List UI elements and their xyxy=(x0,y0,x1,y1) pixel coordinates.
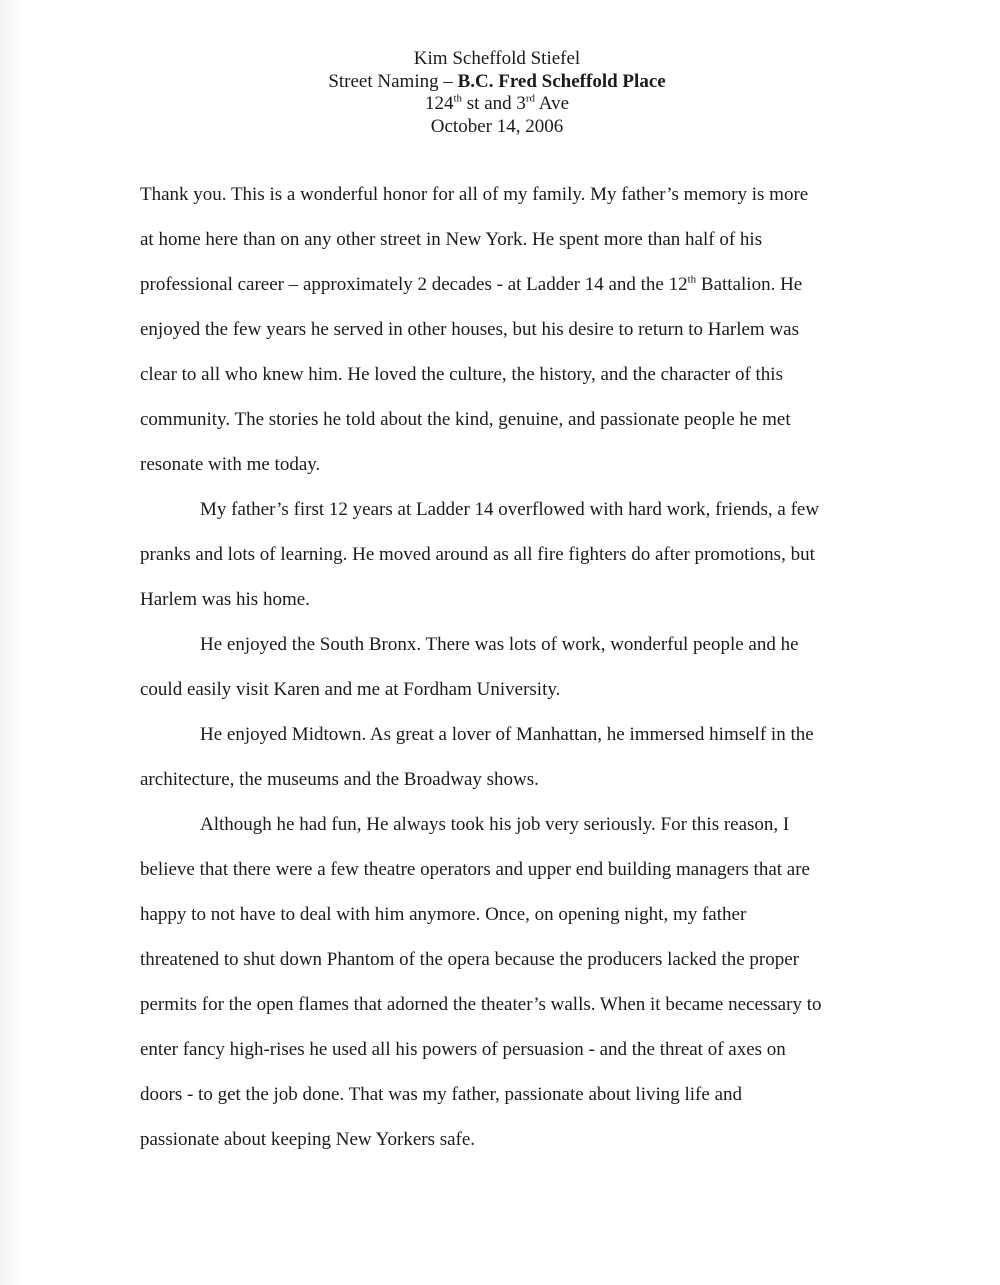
paragraph-line: Harlem was his home. xyxy=(140,589,310,610)
paragraph-4 xyxy=(140,712,860,802)
street-naming-line xyxy=(0,71,994,94)
document-header xyxy=(0,48,994,138)
paragraph-1 xyxy=(140,172,860,487)
ordinal-suffix: th xyxy=(687,273,697,286)
paragraph-line: clear to all who knew him. He loved the culture, the history, and the character of this xyxy=(140,364,783,385)
paragraph-line: resonate with me today. xyxy=(140,454,321,475)
paragraph-line: threatened to shut down Phantom of the opera because the producers lacked the proper xyxy=(140,949,799,970)
speech-date: October 14, 2006 xyxy=(430,115,564,137)
paragraph-line: at home here than on any other street in New York. He spent more than half of his xyxy=(140,229,763,250)
paragraph-3 xyxy=(140,622,860,712)
paragraph-line: enter fancy high-rises he used all his powers of persuasion - and the threat of axes on xyxy=(140,1039,786,1060)
paragraph-5 xyxy=(140,802,860,1162)
line-segment: professional career – approximately 2 decades - at Ladder 14 and the 12 xyxy=(140,274,688,295)
paragraph-line: pranks and lots of learning. He moved around as all fire fighters do after promotions, but xyxy=(140,544,815,565)
speech-body xyxy=(140,172,860,1162)
paragraph-line: He enjoyed the South Bronx. There was lots of work, wonderful people and he xyxy=(200,634,799,655)
paragraph-line: Although he had fun, He always took his job very seriously. For this reason, I xyxy=(200,814,790,835)
place-name: B.C. Fred Scheffold Place xyxy=(457,70,666,92)
paragraph-line: community. The stories he told about the kind, genuine, and passionate people he met xyxy=(140,409,791,430)
paragraph-line: architecture, the museums and the Broadway shows. xyxy=(140,769,539,790)
location-street-suffix: th xyxy=(453,92,463,105)
location-avenue-suffix: rd xyxy=(525,92,536,105)
paragraph-line: permits for the open flames that adorned the theater’s walls. When it became necessary to xyxy=(140,994,822,1015)
paragraph-line: could easily visit Karen and me at Fordham University. xyxy=(140,679,561,700)
location-line xyxy=(0,93,994,116)
paragraph-line: He enjoyed Midtown. As great a lover of Manhattan, he immersed himself in the xyxy=(200,724,814,745)
location-end: Ave xyxy=(535,93,570,114)
paragraph-line: My father’s first 12 years at Ladder 14 overflowed with hard work, friends, a few xyxy=(200,499,820,520)
line-segment: Battalion. He xyxy=(696,274,803,295)
paragraph-line: Thank you. This is a wonderful honor for all of my family. My father’s memory is more xyxy=(140,184,809,205)
paragraph-line: happy to not have to deal with him anymore. Once, on opening night, my father xyxy=(140,904,747,925)
paragraph-line: believe that there were a few theatre operators and upper end building managers that are xyxy=(140,859,810,880)
paragraph-line: passionate about keeping New Yorkers safe. xyxy=(140,1129,476,1150)
paragraph-line: doors - to get the job done. That was my father, passionate about living life and xyxy=(140,1084,742,1105)
location-street-number: 124 xyxy=(424,93,454,114)
street-naming-prefix: Street Naming – xyxy=(328,70,458,92)
paragraph-line xyxy=(140,262,860,307)
paragraph-line: enjoyed the few years he served in other houses, but his desire to return to Harlem was xyxy=(140,319,799,340)
author-name: Kim Scheffold Stiefel xyxy=(413,48,581,69)
location-middle: st and 3 xyxy=(462,93,526,114)
paragraph-2 xyxy=(140,487,860,622)
